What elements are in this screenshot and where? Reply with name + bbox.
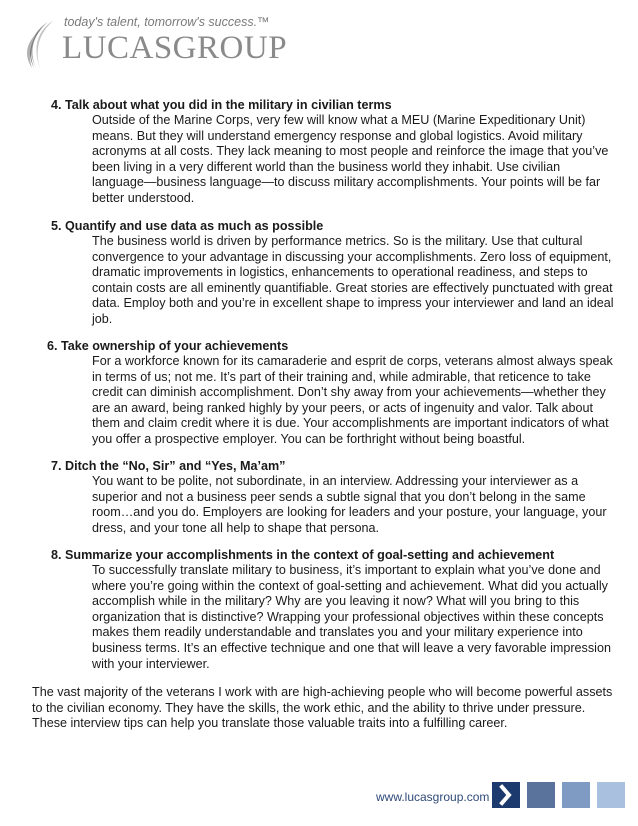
tip-title-text: Talk about what you did in the military in civilian terms — [65, 98, 392, 112]
tip-title-text: Ditch the “No, Sir” and “Yes, Ma’am” — [65, 459, 286, 473]
tip-title — [51, 219, 323, 233]
tip-title — [51, 98, 392, 112]
tip-number: 8. — [51, 548, 62, 562]
decorative-square — [597, 782, 625, 808]
decorative-square — [562, 782, 590, 808]
header — [18, 12, 308, 74]
tip-number: 4. — [51, 98, 62, 112]
tip-title — [51, 459, 285, 473]
chevron-right-icon — [492, 782, 520, 808]
tip-body: You want to be polite, not subordinate, in an interview. Addressing your interviewer as a superior and not a business peer sends a subtle signal that you don’t belong in the same room…and you do. Employers are looking for leaders and your posture, your language, your dress, and your tone all help to shape that persona. — [92, 474, 607, 535]
tip-number: 6. — [47, 339, 58, 353]
tip-body: To successfully translate military to business, it’s important to explain what you’ve done and where you’re going within the context of goal-setting and achievement. What did you actually accomplish while in the military? Why are you leaving it now? What will you bring to this organization that is distinctive? Wrapping your professional objectives within these concepts makes them readily understandable and translates you and your military experience into business terms. It’s an effective technique and one that will leave a very favorable impression with your interviewer. — [92, 563, 611, 671]
tip-body: Outside of the Marine Corps, very few will know what a MEU (Marine Expeditionary Unit) means. But they will understand emergency response and global logistics. Avoid military acronyms at all costs. They lack meaning to most people and reinforce the image that you’ve been living in a very different world than the business world they inhabit. Use civilian language—business language—to discuss military accomplishments. Your points will be far better understood. — [92, 113, 609, 205]
decorative-square — [527, 782, 555, 808]
tip-body: The business world is driven by performance metrics. So is the military. Use that cultural convergence to your advantage in discussing your accomplishments. Zero loss of equipment, dramatic improvements in logistics, enhancements to operational readiness, and steps to contain costs are all eminently quantifiable. Great stories are effectively punctuated with great data. Employ both and you’re in excellent shape to impress your interviewer and land an ideal job. — [92, 234, 614, 326]
tip-body: For a workforce known for its camaraderie and esprit de corps, veterans almost always speak in terms of us; not me. It’s part of their training and, while admirable, that reticence to take credit can diminish accomplishment. Don’t shy away from your achievements—whether they are an award, being ranked highly by your peers, or acts of ingenuity and valor. Talk about them and claim credit where it is due. Your accomplishments are important indicators of what you offer a prospective employer. You can be forthright without being boastful. — [92, 354, 613, 446]
tip-title-text: Take ownership of your achievements — [61, 339, 289, 353]
next-arrow-button[interactable] — [492, 782, 520, 808]
logo-wordmark: LUCASGROUP — [62, 30, 288, 66]
lucasgroup-logo-icon — [18, 18, 64, 72]
closing-paragraph: The vast majority of the veterans I work with are high-achieving people who will become powerful assets to the civilian economy. They have the skills, the work ethic, and the ability to thrive under pressure. These interview tips can help you translate those valuable traits into a fulfilling career. — [32, 685, 613, 731]
tip-number: 7. — [51, 459, 62, 473]
footer-url-link[interactable]: www.lucasgroup.com — [376, 790, 490, 804]
tip-title — [47, 339, 288, 353]
tagline: today's talent, tomorrow's success.™ — [64, 15, 270, 29]
tip-title-text: Quantify and use data as much as possible — [65, 219, 324, 233]
tip-title — [51, 548, 554, 562]
tip-title-text: Summarize your accomplishments in the context of goal-setting and achievement — [65, 548, 555, 562]
tip-number: 5. — [51, 219, 62, 233]
